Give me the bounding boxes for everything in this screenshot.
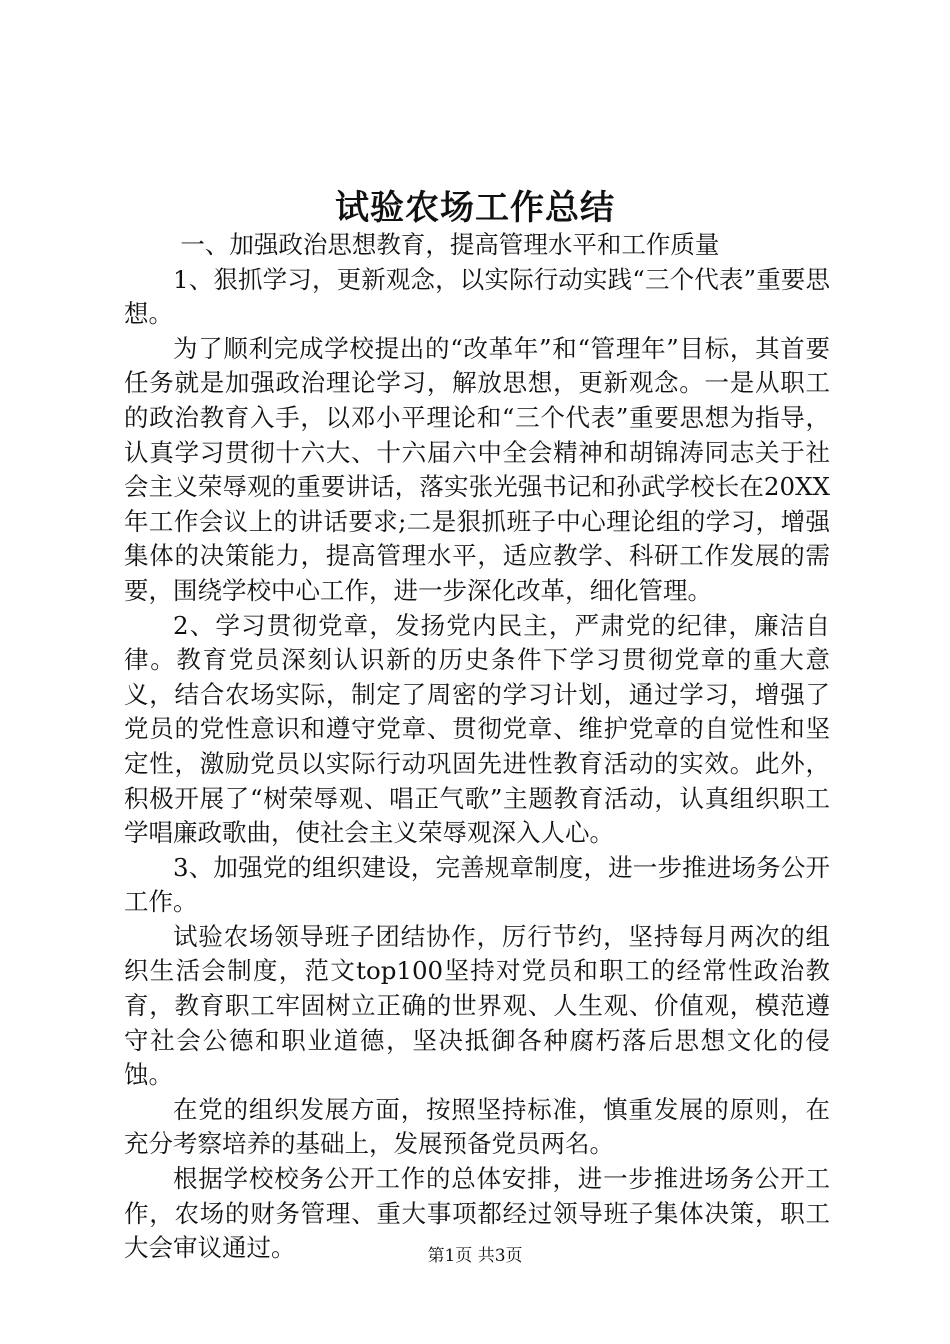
document-title: 试验农场工作总结 bbox=[335, 188, 615, 228]
body-paragraph: 为了顺利完成学校提出的“改革年”和“管理年”目标，其首要任务就是加强政治理论学习，解放思想，更新观念。一是从职工的政治教育入手，以邓小平理论和“三个代表”重要思想为指导，认真学习贯彻十六大、十六届六中全会精神和胡锦涛同志关于社会主义荣辱观的重要讲话，落实张光强书记和孙武学校长在20XX年工作会议上的讲话要求;二是狠抓班子中心理论组的学习，增强集体的决策能力，提高管理水平，适应教学、科研工作发展的需要，围绕学校中心工作，进一步深化改革，细化管理。 bbox=[124, 333, 830, 605]
page-footer: 第1页 共3页 bbox=[427, 1246, 523, 1266]
section-heading: 一、加强政治思想教育，提高管理水平和工作质量 bbox=[180, 230, 720, 259]
subsection-heading-2: 2、学习贯彻党章，发扬党内民主，严肃党的纪律，廉洁自律。教育党员深刻认识新的历史条件下学习贯彻党章的重大意义，结合农场实际，制定了周密的学习计划，通过学习，增强了党员的党性意识和遵守党章、贯彻党章、维护党章的自觉性和坚定性，激励党员以实际行动巩固先进性教育活动的实效。此外，积极开展了“树荣辱观、唱正气歌”主题教育活动，认真组织职工学唱廉政歌曲，使社会主义荣辱观深入人心。 bbox=[124, 610, 830, 848]
body-paragraph: 试验农场领导班子团结协作，厉行节约，坚持每月两次的组织生活会制度，范文top100坚持对党员和职工的经常性政治教育，教育职工牢固树立正确的世界观、人生观、价值观，模范遵守社会公德和职业道德，坚决抵御各种腐朽落后思想文化的侵蚀。 bbox=[124, 921, 830, 1090]
body-paragraph: 在党的组织发展方面，按照坚持标准，慎重发展的原则，在充分考察培养的基础上，发展预备党员两名。 bbox=[124, 1094, 830, 1159]
subsection-heading-1: 1、狠抓学习，更新观念，以实际行动实践“三个代表”重要思想。 bbox=[124, 264, 830, 329]
document-body bbox=[124, 228, 830, 1266]
subsection-heading-3: 3、加强党的组织建设，完善规章制度，进一步推进场务公开工作。 bbox=[124, 852, 830, 917]
body-paragraph: 根据学校校务公开工作的总体安排，进一步推进场务公开工作，农场的财务管理、重大事项都经过领导班子集体决策，职工大会审议通过。 bbox=[124, 1164, 830, 1263]
